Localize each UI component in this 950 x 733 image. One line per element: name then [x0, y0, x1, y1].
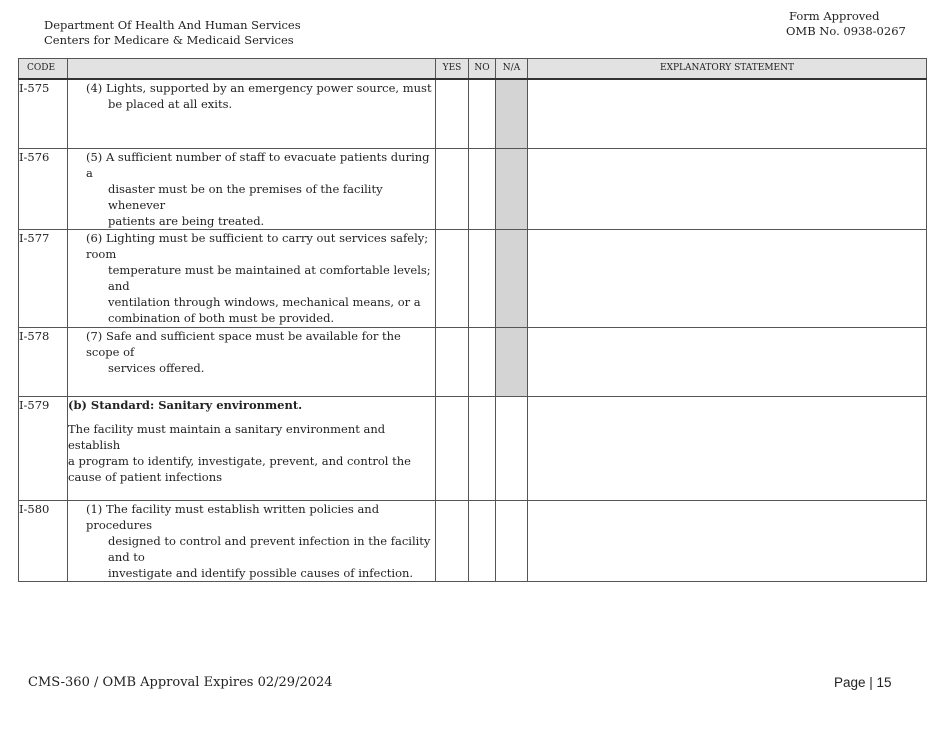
column-header-na: N/A: [496, 59, 528, 80]
no-cell[interactable]: [469, 500, 496, 581]
table-header-row: [19, 59, 927, 80]
form-approval-footer: CMS-360 / OMB Approval Expires 02/29/2024: [28, 675, 333, 690]
page-number: Page | 15: [834, 675, 892, 690]
row-requirement: [68, 396, 436, 500]
requirement-line: (6) Lighting must be sufficient to carry out services safely; room: [86, 230, 429, 261]
requirement-line: (4) Lights, supported by an emergency power source, must: [86, 81, 432, 95]
row-requirement: [68, 500, 436, 581]
row-requirement: [68, 79, 436, 148]
requirement-line: services offered.: [108, 360, 205, 375]
row-requirement: [68, 327, 436, 396]
agency-name: Centers for Medicare & Medicaid Services: [44, 33, 294, 47]
table-row: [19, 327, 927, 396]
row-code: I-576: [19, 148, 68, 229]
yes-cell[interactable]: [436, 79, 469, 148]
standard-title: (b) Standard: Sanitary environment.: [68, 397, 303, 412]
requirement-line: The facility must maintain a sanitary environment and establish: [68, 421, 386, 452]
department-name: Department Of Health And Human Services: [44, 18, 301, 32]
requirement-line: (1) The facility must establish written policies and procedures: [86, 501, 380, 532]
table-row: [19, 148, 927, 229]
yes-cell[interactable]: [436, 229, 469, 327]
row-requirement: [68, 148, 436, 229]
requirement-line: disaster must be on the premises of the facility whenever: [108, 181, 383, 212]
column-header-yes: YES: [436, 59, 469, 80]
requirement-line: a program to identify, investigate, prevent, and control the: [68, 453, 411, 468]
no-cell[interactable]: [469, 79, 496, 148]
requirement-line: be placed at all exits.: [108, 97, 233, 111]
table-row: [19, 500, 927, 581]
row-code: I-575: [19, 79, 68, 148]
column-header-no: NO: [469, 59, 496, 80]
requirement-line: (7) Safe and sufficient space must be available for the scope of: [86, 328, 401, 359]
row-code: I-578: [19, 327, 68, 396]
yes-cell[interactable]: [436, 148, 469, 229]
approval-header: [786, 9, 906, 39]
explanatory-cell[interactable]: [528, 396, 927, 500]
yes-cell[interactable]: [436, 500, 469, 581]
column-header-explanatory: EXPLANATORY STATEMENT: [528, 59, 927, 80]
table-row: [19, 79, 927, 148]
survey-form-table: [18, 58, 927, 582]
column-header-requirement: [68, 59, 436, 80]
yes-cell[interactable]: [436, 327, 469, 396]
na-cell[interactable]: [496, 327, 528, 396]
requirement-line: temperature must be maintained at comfortable levels; and: [108, 262, 431, 293]
requirement-line: cause of patient infections: [68, 469, 223, 484]
requirement-line: ventilation through windows, mechanical means, or a: [108, 294, 421, 309]
row-code: I-577: [19, 229, 68, 327]
standard-body: [68, 421, 435, 485]
no-cell[interactable]: [469, 229, 496, 327]
row-requirement: [68, 229, 436, 327]
requirement-line: combination of both must be provided.: [108, 310, 335, 325]
na-cell[interactable]: [496, 79, 528, 148]
requirement-line: designed to control and prevent infection in the facility and to: [108, 533, 431, 564]
explanatory-cell[interactable]: [528, 327, 927, 396]
requirement-line: investigate and identify possible causes of infection.: [108, 565, 414, 580]
column-header-code: CODE: [19, 59, 68, 80]
explanatory-cell[interactable]: [528, 148, 927, 229]
row-code: I-579: [19, 396, 68, 500]
na-cell[interactable]: [496, 396, 528, 500]
no-cell[interactable]: [469, 148, 496, 229]
na-cell[interactable]: [496, 500, 528, 581]
explanatory-cell[interactable]: [528, 79, 927, 148]
table-row: [19, 229, 927, 327]
table-row: [19, 396, 927, 500]
na-cell[interactable]: [496, 148, 528, 229]
requirement-line: patients are being treated.: [108, 213, 265, 228]
no-cell[interactable]: [469, 327, 496, 396]
requirement-line: (5) A sufficient number of staff to evacuate patients during a: [86, 149, 430, 180]
form-approved-label: Form Approved: [789, 9, 880, 23]
explanatory-cell[interactable]: [528, 500, 927, 581]
na-cell[interactable]: [496, 229, 528, 327]
explanatory-cell[interactable]: [528, 229, 927, 327]
yes-cell[interactable]: [436, 396, 469, 500]
row-code: I-580: [19, 500, 68, 581]
no-cell[interactable]: [469, 396, 496, 500]
omb-number: OMB No. 0938-0267: [786, 24, 906, 38]
department-header: [44, 18, 301, 48]
